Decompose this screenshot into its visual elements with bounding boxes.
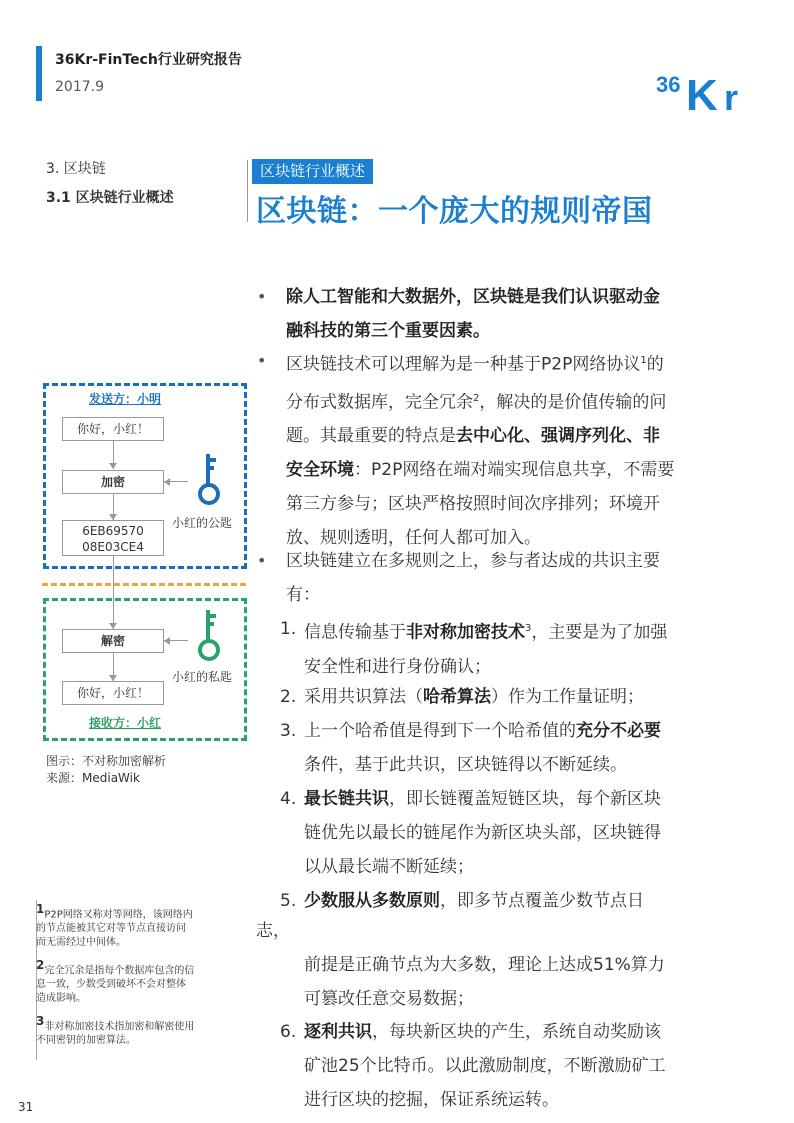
- text: ，即多节点覆盖少数节点日: [440, 891, 644, 911]
- text: 息一致，少数受到破坏不会对整体: [36, 979, 186, 991]
- arrow-down: [113, 556, 114, 629]
- text: 上一个哈希值是得到下一个哈希值的: [304, 721, 576, 741]
- heading-divider: [247, 160, 248, 222]
- panel-separator: [42, 583, 246, 586]
- bullet-2: [257, 344, 675, 555]
- figure-source: 来源：MediaWik: [46, 771, 140, 785]
- text: 的节点能被其它对等节点直接访问: [36, 923, 186, 935]
- consensus-item-6: [280, 1015, 666, 1117]
- text: 去中心化、强调序列化、非: [456, 426, 660, 447]
- bullet-1: [257, 280, 660, 348]
- consensus-item-5: [280, 884, 644, 918]
- receiver-label: 接收方：小红: [88, 716, 161, 730]
- footnote-number: 3: [36, 1014, 45, 1028]
- consensus-item-2: [280, 680, 644, 714]
- bullet-3: [257, 544, 660, 612]
- text: 造成影响。: [36, 993, 86, 1005]
- arrow-head: [109, 463, 117, 469]
- 36kr-logo: [656, 66, 768, 114]
- text: 逐利共识: [304, 1022, 372, 1042]
- encrypt-box: 加密: [62, 470, 164, 494]
- footnote-1: [36, 902, 193, 950]
- figure-caption: 图示：不对称加密解析: [46, 754, 167, 768]
- report-date: 2017.9: [55, 79, 104, 95]
- arrow-head: [164, 637, 170, 645]
- arrow-head: [164, 478, 170, 486]
- text: 而无需经过中间体。: [36, 937, 126, 949]
- text: ）作为工作量证明；: [491, 687, 644, 707]
- svg-text:r: r: [724, 77, 739, 114]
- footnote-ref: 2: [473, 392, 480, 404]
- text: 区块链技术可以理解为是一种基于P2P网络协议: [286, 354, 641, 375]
- footnote-ref: 3: [525, 623, 532, 634]
- text: 安全性和进行身份确认；: [304, 656, 491, 677]
- page-number: 31: [18, 1100, 34, 1114]
- private-key-label: 小红的私匙: [172, 670, 233, 684]
- text: 题。其最重要的特点是: [286, 426, 456, 447]
- item-number: 3.: [280, 721, 297, 741]
- consensus-item-1: [280, 612, 668, 684]
- cipher-line-2: 08E03CE4: [82, 540, 144, 554]
- chapter-label: 3. 区块链: [46, 161, 106, 177]
- bullet-dot: •: [257, 287, 267, 306]
- text: 第三方参与；区块严格按照时间次序排列；环境开: [286, 494, 660, 515]
- text: 非对称加密技术: [406, 622, 525, 643]
- bullet-dot: •: [257, 551, 267, 570]
- ciphertext-box: [62, 520, 164, 556]
- footnote-ref: 1: [640, 355, 647, 366]
- private-key-icon: [196, 608, 226, 662]
- text: 不同密钥的加密算法。: [36, 1035, 136, 1047]
- text: 区块链建立在多规则之上，参与者达成的共识主要: [286, 551, 660, 571]
- text: 信息传输基于: [304, 622, 406, 643]
- text: 链优先以最长的链尾作为新区块头部，区块链得: [304, 823, 661, 843]
- consensus-item-5-cont: [304, 948, 665, 1016]
- svg-text:36: 36: [656, 72, 681, 97]
- svg-text:K: K: [686, 71, 718, 114]
- text: 以从最长端不断延续；: [304, 857, 474, 877]
- text: 分布式数据库，完全冗余: [286, 392, 473, 413]
- text: 前提是正确节点为大多数，理论上达成51%算力: [304, 955, 665, 975]
- text: 的: [646, 354, 664, 375]
- text: ，主要是为了加强: [531, 622, 668, 643]
- item-number: 4.: [280, 789, 297, 809]
- section-tag: 区块链行业概述: [252, 159, 373, 184]
- text: P2P网络又称对等网络，该网络内: [44, 909, 193, 921]
- consensus-item-4: [280, 782, 661, 884]
- page-title: 区块链：一个庞大的规则帝国: [256, 194, 653, 229]
- footnote-number: 2: [36, 958, 45, 972]
- subsection-label: 3.1 区块链行业概述: [46, 190, 174, 206]
- text: 进行区块的挖掘，保证系统运转。: [304, 1090, 559, 1110]
- text: 放、规则透明，任何人都可加入。: [286, 528, 541, 549]
- bullet-1-line-2: 融科技的第三个重要因素。: [286, 321, 490, 341]
- text: ，解决的是价值传输的问: [479, 392, 667, 413]
- text: 可篡改任意交易数据；: [304, 989, 474, 1009]
- bullet-dot: •: [257, 351, 267, 370]
- consensus-item-3: [280, 714, 661, 782]
- decrypted-text-box: 你好，小红！: [62, 681, 164, 705]
- decrypt-box: 解密: [62, 629, 164, 653]
- cipher-line-1: 6EB69570: [82, 524, 144, 538]
- footnote-2: [36, 958, 194, 1006]
- text: 非对称加密技术指加密和解密使用: [44, 1021, 195, 1033]
- item-number: 6.: [280, 1022, 297, 1042]
- text: 充分不必要: [576, 721, 661, 741]
- public-key-label: 小红的公匙: [172, 516, 233, 530]
- public-key-icon: [196, 452, 226, 506]
- footnote-3: [36, 1014, 194, 1048]
- text: 安全环境: [286, 460, 354, 481]
- text: 矿池25个比特币。以此激励制度，不断激励矿工: [304, 1056, 666, 1076]
- report-title: 36Kr-FinTech行业研究报告: [55, 52, 242, 68]
- plaintext-box: 你好，小红！: [62, 417, 164, 441]
- text: 采用共识算法（: [304, 687, 423, 707]
- text: 条件，基于此共识，区块链得以不断延续。: [304, 755, 627, 775]
- consensus-item-5-overflow: 志，: [256, 921, 290, 941]
- text: 少数服从多数原则: [304, 891, 440, 911]
- bullet-1-line-1: 除人工智能和大数据外，区块链是我们认识驱动金: [286, 287, 660, 307]
- text: 完全冗余是指每个数据库包含的信: [44, 965, 195, 977]
- text: ，即长链覆盖短链区块，每个新区块: [389, 789, 661, 809]
- text: ：P2P网络在端对端实现信息共享，不需要: [354, 460, 675, 481]
- text: 有：: [286, 585, 320, 605]
- item-number: 5.: [280, 891, 297, 911]
- item-number: 2.: [280, 687, 297, 707]
- item-number: 1.: [280, 619, 297, 639]
- text: 哈希算法: [423, 687, 491, 707]
- header-accent-bar: [36, 46, 42, 101]
- text: ，每块新区块的产生，系统自动奖励该: [372, 1022, 661, 1042]
- footnote-number: 1: [36, 902, 45, 916]
- sender-label: 发送方：小明: [88, 392, 161, 406]
- text: 最长链共识: [304, 789, 389, 809]
